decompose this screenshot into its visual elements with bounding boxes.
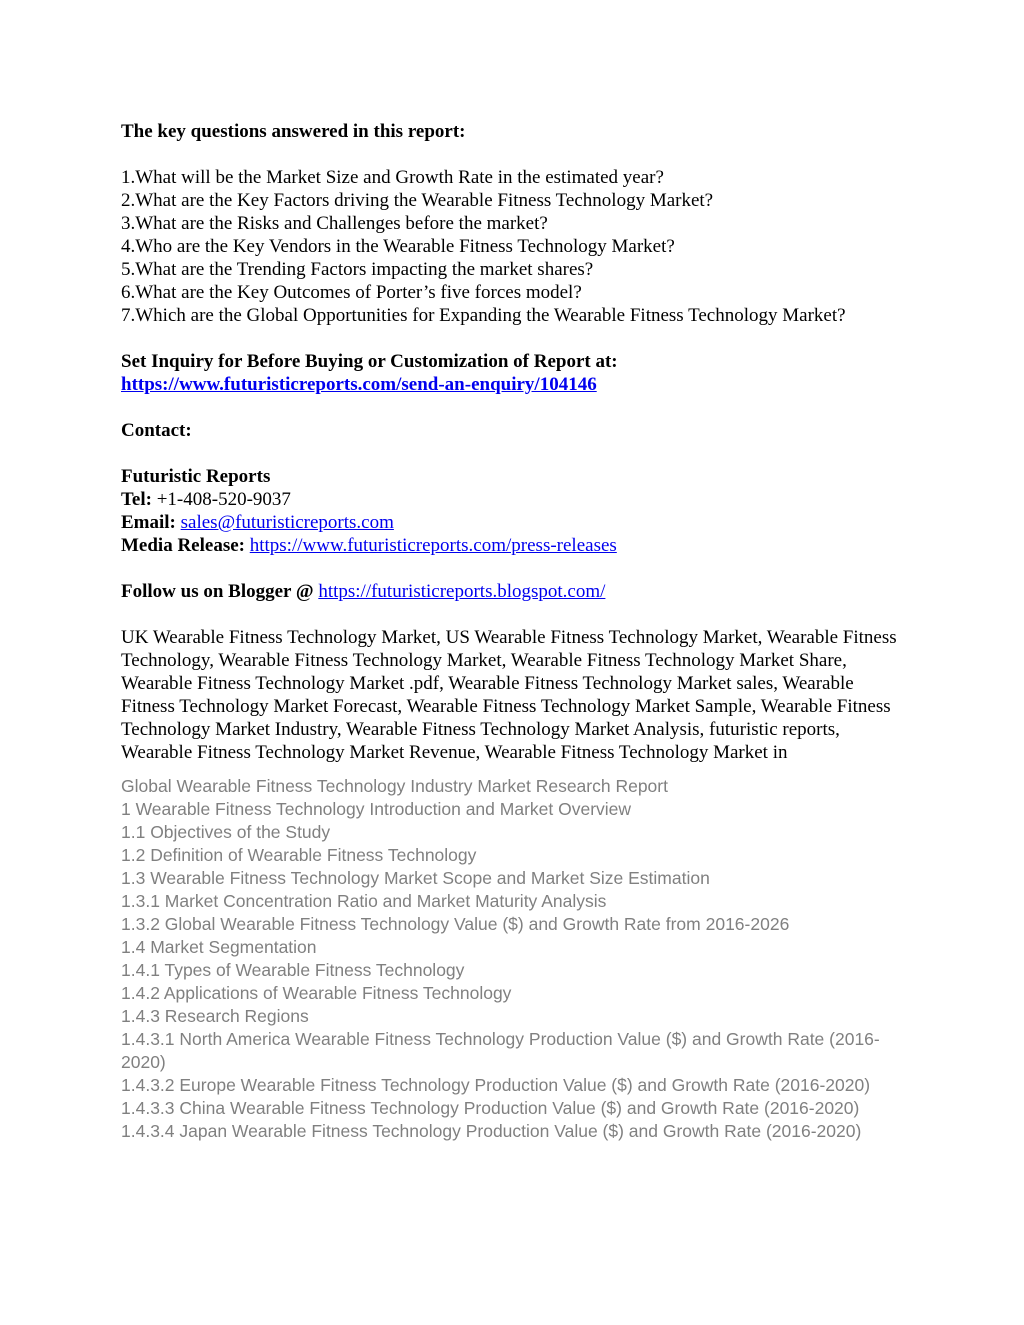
toc-item: 1.2 Definition of Wearable Fitness Technology bbox=[121, 845, 477, 865]
question-item: 6.What are the Key Outcomes of Porter’s five forces model? bbox=[121, 282, 582, 303]
email-line bbox=[121, 511, 921, 534]
toc-item: 1.1 Objectives of the Study bbox=[121, 822, 331, 842]
tel-line bbox=[121, 488, 921, 511]
inquiry-section bbox=[121, 350, 921, 396]
blogger-link[interactable]: https://futuristicreports.blogspot.com/ bbox=[318, 581, 606, 602]
toc-item: 1.4.2 Applications of Wearable Fitness Technology bbox=[121, 983, 512, 1003]
key-questions-heading: The key questions answered in this report: bbox=[121, 121, 466, 142]
toc-item: 1.4.3.1 North America Wearable Fitness Technology Production Value ($) and Growth Rate (2016-2020) bbox=[121, 1029, 880, 1072]
question-item: 1.What will be the Market Size and Growth Rate in the estimated year? bbox=[121, 167, 664, 188]
media-release-link[interactable]: https://www.futuristicreports.com/press-releases bbox=[249, 535, 617, 556]
toc-item: 1.3 Wearable Fitness Technology Market Scope and Market Size Estimation bbox=[121, 868, 710, 888]
toc-item: 1.4.1 Types of Wearable Fitness Technology bbox=[121, 960, 465, 980]
tel-value: +1-408-520-9037 bbox=[151, 489, 291, 510]
toc-item: 1.4 Market Segmentation bbox=[121, 937, 317, 957]
question-item: 2.What are the Key Factors driving the Wearable Fitness Technology Market? bbox=[121, 190, 714, 211]
inquiry-heading: Set Inquiry for Before Buying or Customization of Report at: bbox=[121, 351, 618, 372]
toc-item: 1.3.2 Global Wearable Fitness Technology Value ($) and Growth Rate from 2016-2026 bbox=[121, 914, 790, 934]
table-of-contents bbox=[121, 775, 921, 1143]
toc-item: 1.4.3.3 China Wearable Fitness Technology Production Value ($) and Growth Rate (2016-2020) bbox=[121, 1098, 860, 1118]
follow-section bbox=[121, 580, 921, 603]
tel-label: Tel: bbox=[121, 489, 152, 510]
inquiry-link[interactable]: https://www.futuristicreports.com/send-an-enquiry/104146 bbox=[121, 374, 597, 395]
media-line bbox=[121, 534, 921, 557]
toc-item: 1.4.3.2 Europe Wearable Fitness Technology Production Value ($) and Growth Rate (2016-2020) bbox=[121, 1075, 871, 1095]
question-item: 5.What are the Trending Factors impacting the market shares? bbox=[121, 259, 594, 280]
email-label: Email: bbox=[121, 512, 176, 533]
email-link[interactable]: sales@futuristicreports.com bbox=[180, 512, 394, 533]
question-item: 4.Who are the Key Vendors in the Wearable Fitness Technology Market? bbox=[121, 236, 675, 257]
key-questions-section bbox=[121, 120, 921, 327]
toc-item: 1.4.3 Research Regions bbox=[121, 1006, 309, 1026]
toc-item: Global Wearable Fitness Technology Industry Market Research Report bbox=[121, 776, 668, 796]
contact-section bbox=[121, 419, 921, 557]
follow-label: Follow us on Blogger @ bbox=[121, 581, 319, 602]
toc-item: 1 Wearable Fitness Technology Introduction and Market Overview bbox=[121, 799, 632, 819]
question-item: 7.Which are the Global Opportunities for Expanding the Wearable Fitness Technology Market? bbox=[121, 305, 846, 326]
keyword-tags: UK Wearable Fitness Technology Market, US Wearable Fitness Technology Market, Wearable Fitness Technology, Wearable Fitness Technology Market, Wearable Fitness Technology Market Share, Wearable Fitness Technology Market .pdf, Wearable Fitness Technology Market sales, Wearable Fitness Technology Market Forecast, Wearable Fitness Technology Market Sample, Wearable Fitness Technology Market Industry, Wearable Fitness Technology Market Analysis, futuristic reports, Wearable Fitness Technology Market Revenue, Wearable Fitness Technology Market in bbox=[121, 627, 897, 763]
media-label: Media Release: bbox=[121, 535, 245, 556]
company-name: Futuristic Reports bbox=[121, 466, 271, 487]
contact-heading: Contact: bbox=[121, 420, 192, 441]
document-page bbox=[121, 120, 921, 1143]
toc-item: 1.3.1 Market Concentration Ratio and Market Maturity Analysis bbox=[121, 891, 607, 911]
toc-item: 1.4.3.4 Japan Wearable Fitness Technology Production Value ($) and Growth Rate (2016-2020) bbox=[121, 1121, 862, 1141]
question-item: 3.What are the Risks and Challenges before the market? bbox=[121, 213, 548, 234]
